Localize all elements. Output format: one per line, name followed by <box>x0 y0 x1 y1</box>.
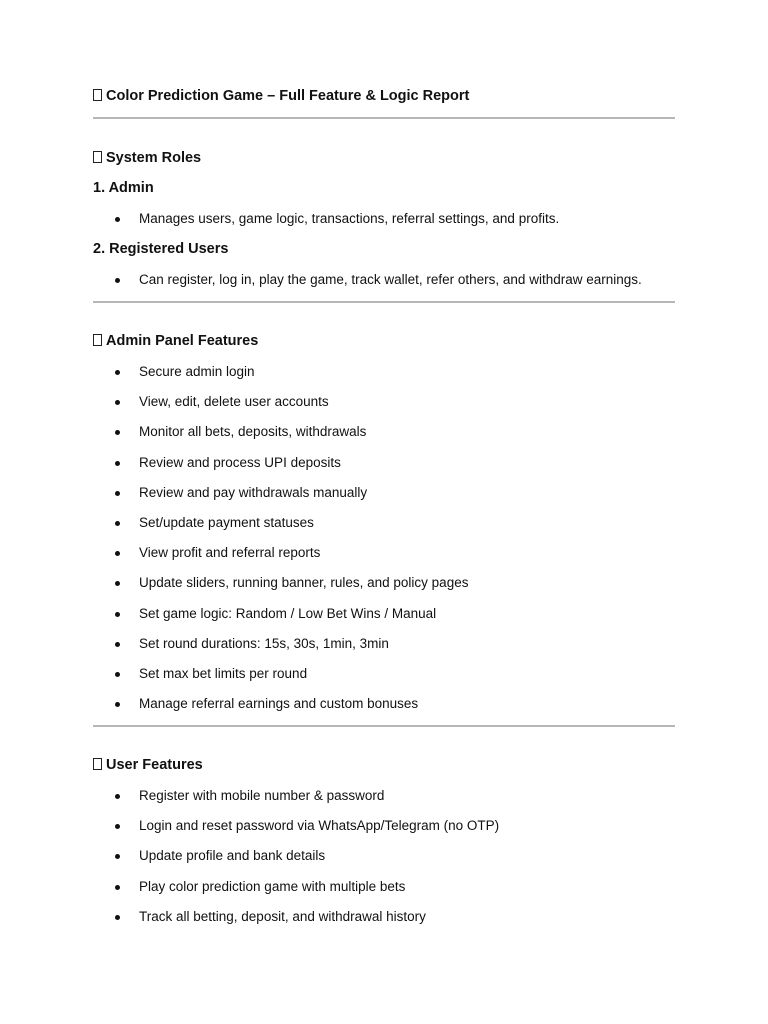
list-item-text: Login and reset password via WhatsApp/Telegram (no OTP) <box>139 818 500 834</box>
role-heading-admin: 1. Admin <box>93 180 154 196</box>
bullet-dot <box>115 642 120 647</box>
list-item <box>93 846 675 866</box>
user-features-list <box>93 786 675 927</box>
list-item-text: Update sliders, running banner, rules, and policy pages <box>139 575 469 591</box>
list-item <box>93 786 675 806</box>
list-item-text: View, edit, delete user accounts <box>139 394 329 410</box>
list-item <box>93 270 675 290</box>
list-item <box>93 877 675 897</box>
list-item-text: Set round durations: 15s, 30s, 1min, 3min <box>139 635 389 651</box>
list-item <box>93 573 675 593</box>
list-item-text: Monitor all bets, deposits, withdrawals <box>139 424 367 440</box>
bullet-dot <box>115 612 120 617</box>
list-item <box>93 453 675 473</box>
list-item-text: Review and pay withdrawals manually <box>139 484 368 500</box>
list-item <box>93 513 675 533</box>
list-item <box>93 664 675 684</box>
list-item <box>93 694 675 714</box>
bullet-dot <box>115 794 120 799</box>
missing-glyph-icon <box>93 758 102 770</box>
list-item-text: Review and process UPI deposits <box>139 454 341 470</box>
bullet-dot <box>115 702 120 707</box>
document-title-text: Color Prediction Game – Full Feature & Logic Report <box>106 88 470 104</box>
role-admin-list <box>93 209 675 229</box>
bullet-dot <box>115 461 120 466</box>
bullet-dot <box>115 551 120 556</box>
list-item-text: View profit and referral reports <box>139 545 321 561</box>
section-heading-system-roles <box>93 148 675 168</box>
bullet-dot <box>115 824 120 829</box>
document-title <box>93 86 675 106</box>
list-item <box>93 422 675 442</box>
list-item-text: Manage referral earnings and custom bonuses <box>139 696 419 712</box>
bullet-dot <box>115 885 120 890</box>
section-heading-user-features <box>93 755 675 775</box>
list-item <box>93 604 675 624</box>
list-item-text: Set max bet limits per round <box>139 665 308 681</box>
section-heading-text: User Features <box>106 757 203 774</box>
section-heading-text: Admin Panel Features <box>106 333 259 349</box>
bullet-dot <box>115 521 120 526</box>
list-item-text: Manages users, game logic, transactions, referral settings, and profits. <box>139 211 560 226</box>
missing-glyph-icon <box>93 334 102 346</box>
list-item-text: Set/update payment statuses <box>139 514 314 530</box>
role-heading-registered-users: 2. Registered Users <box>93 241 229 257</box>
bullet-dot <box>115 400 120 405</box>
list-item-text: Track all betting, deposit, and withdrawal history <box>139 908 426 924</box>
list-item-text: Register with mobile number & password <box>139 788 385 804</box>
bullet-dot <box>115 854 120 859</box>
admin-features-list <box>93 362 675 714</box>
bullet-dot <box>115 915 120 920</box>
list-item-text: Set game logic: Random / Low Bet Wins / Manual <box>139 605 437 621</box>
list-item <box>93 634 675 654</box>
bullet-dot <box>115 370 120 375</box>
list-item-text: Secure admin login <box>139 364 255 379</box>
bullet-dot <box>115 278 120 283</box>
section-heading-text: System Roles <box>106 150 202 166</box>
missing-glyph-icon <box>93 151 102 163</box>
list-item <box>93 907 675 927</box>
list-item-text: Update profile and bank details <box>139 848 326 864</box>
list-item <box>93 816 675 836</box>
list-item-text: Play color prediction game with multiple bets <box>139 878 406 894</box>
list-item <box>93 483 675 503</box>
list-item <box>93 543 675 563</box>
bullet-dot <box>115 217 120 222</box>
bullet-dot <box>115 581 120 586</box>
list-item <box>93 392 675 412</box>
section-heading-admin-panel <box>93 331 675 351</box>
list-item-text: Can register, log in, play the game, track wallet, refer others, and withdraw earnings. <box>139 272 642 287</box>
list-item <box>93 362 675 382</box>
bullet-dot <box>115 672 120 677</box>
role-users-list <box>93 270 675 290</box>
missing-glyph-icon <box>93 89 102 101</box>
bullet-dot <box>115 430 120 435</box>
bullet-dot <box>115 491 120 496</box>
list-item <box>93 209 675 229</box>
document-page <box>93 86 675 927</box>
